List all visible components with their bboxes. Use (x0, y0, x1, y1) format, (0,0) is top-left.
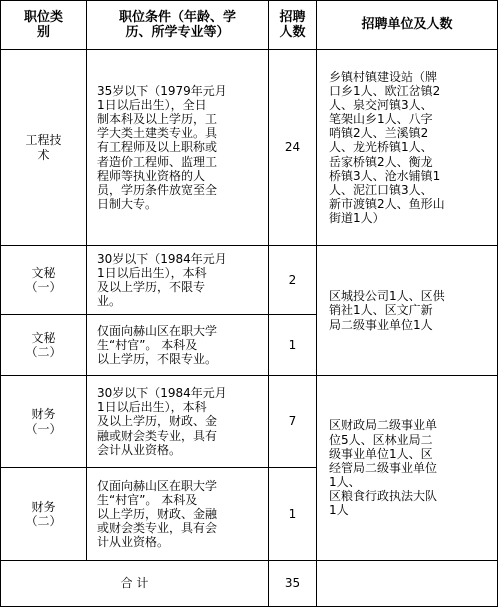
total-value: 35 (284, 576, 301, 591)
units-engineering: 乡镇村镇建设站（牌 口乡1人、欧江岔镇2 人、泉交河镇3人、 笔架山乡1人、八字 哨镇2人、兰溪镇2 人、龙光桥镇1人、 岳家桥镇2人、衡龙 桥镇3人、沧水铺镇1 人、泥江口镇3人、 新市渡镇2人、鱼形山 街道1人） (329, 69, 445, 226)
recruits-secretary-1: 2 (288, 272, 297, 287)
total-empty-cell (317, 561, 497, 606)
units-finance: 区财政局二级事业单 位5人、区林业局二 级事业单位1人、区 经管局二级事业单位 1人、 区粮食行政执法大队 1人 (329, 418, 438, 518)
header-conditions: 职位条件（年龄、学 历、所学专业等） (118, 9, 236, 40)
category-engineering: 工程技 术 (25, 133, 62, 162)
category-secretary-1: 文秘 （一） (25, 265, 62, 294)
conditions-finance-2: 仅面向赫山区在职大学 生“村官”。 本科及 以上学历，财政、金融 或财会类专业，具有会 计从业资格。 (97, 478, 218, 550)
recruits-secretary-2: 1 (288, 337, 297, 352)
conditions-finance-1: 30岁以下（1984年元月 1日以后出生），本科 及以上学历，财政、金 融或财会类专业，具有 会计从业资格。 (97, 386, 227, 457)
category-secretary-2: 文秘 （二） (25, 330, 62, 359)
recruits-engineering: 24 (284, 140, 301, 155)
header-recruits: 招聘 人数 (279, 9, 306, 40)
conditions-secretary-2: 仅面向赫山区在职大学 生“村官”。 本科及 以上学历，不限专业。 (97, 323, 218, 367)
recruits-finance-2: 1 (288, 506, 297, 521)
recruits-finance-1: 7 (288, 414, 297, 429)
conditions-engineering: 35岁以下（1979年元月 1日以后出生），全日 制本科及以上学历，工 学大类土建类专业。具 有工程师及以上职称或 者造价工程师、监理工 程师等执业资格的人 员，学历条件放宽至全 日制大专。 (97, 83, 227, 212)
units-secretary: 区城投公司1人、区供 销社1人、区文广新 局二级事业单位1人 (329, 289, 445, 332)
total-label: 合 计 (120, 576, 149, 591)
header-category: 职位类 别 (23, 9, 63, 40)
conditions-secretary-1: 30岁以下（1984年元月 1日以后出生），本科 及以上学历，不限专 业。 (97, 251, 227, 309)
header-units: 招聘单位及人数 (361, 17, 453, 33)
category-finance-1: 财务 （一） (25, 407, 62, 436)
category-finance-2: 财务 （二） (25, 499, 62, 528)
